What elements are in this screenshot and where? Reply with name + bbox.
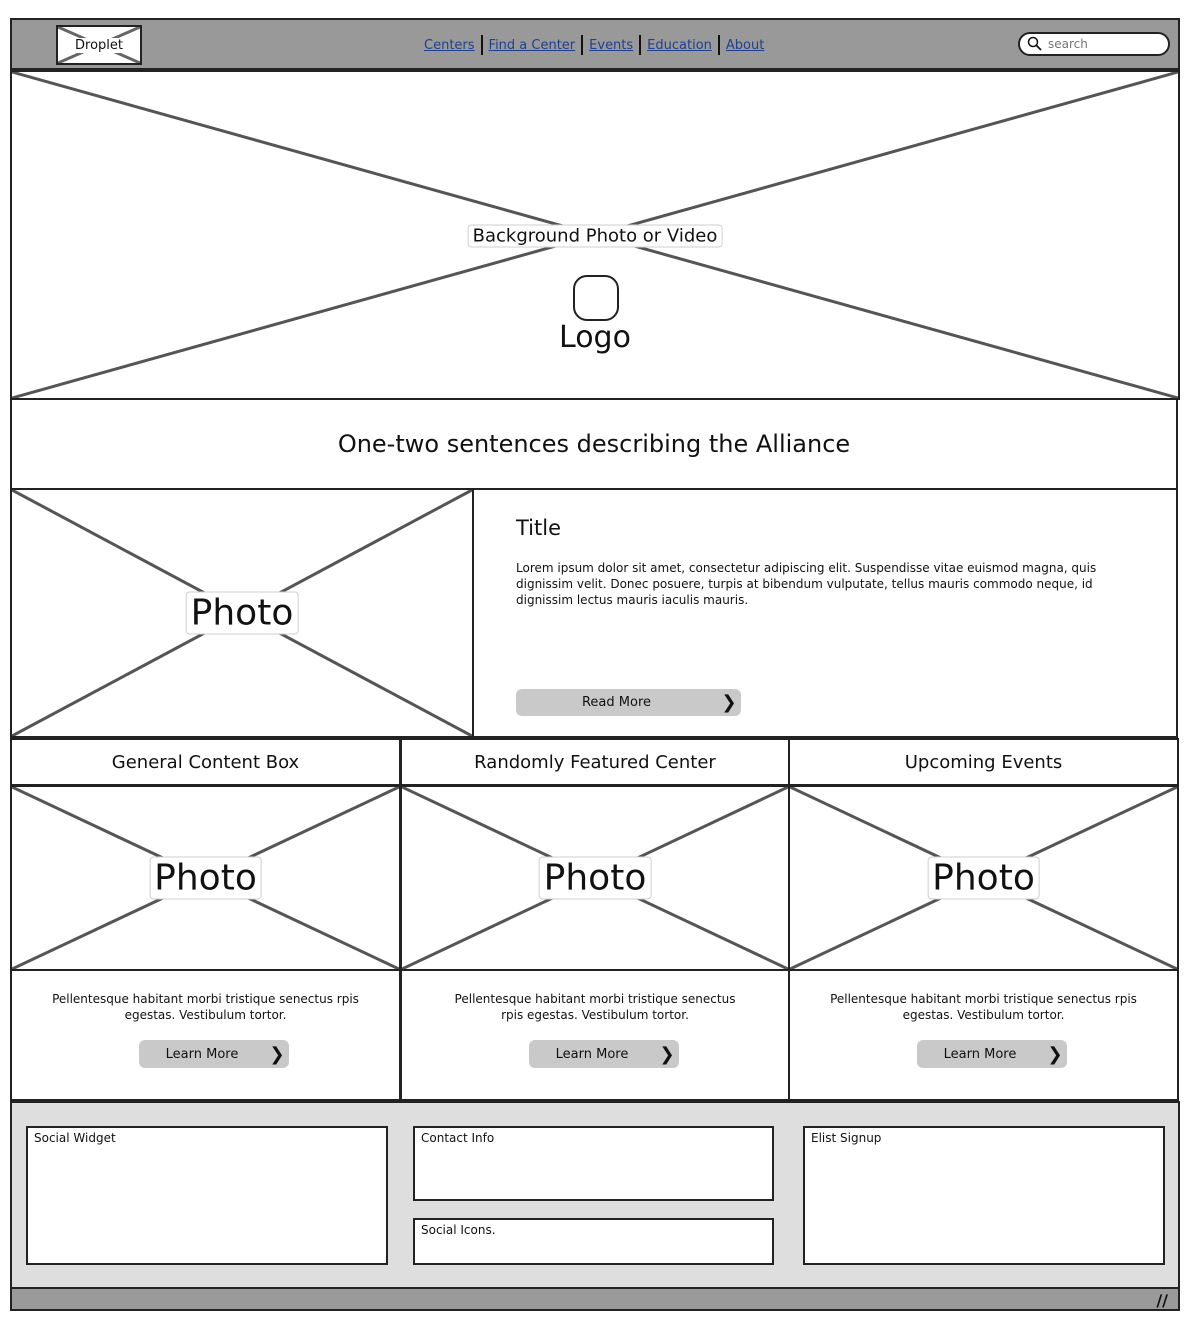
elist-signup-box	[803, 1126, 1165, 1265]
resize-handle-icon[interactable]: ∕∕	[1156, 1291, 1168, 1310]
contact-info-box	[413, 1126, 774, 1201]
status-bar	[10, 1287, 1180, 1311]
learn-more-button-featured-center[interactable]	[529, 1040, 679, 1068]
tagline: One-two sentences describing the Alliance	[10, 400, 1178, 490]
chevron-right-icon: ❯	[269, 1043, 285, 1065]
social-widget-label: Social Widget	[34, 1131, 116, 1145]
search-input[interactable]	[1046, 36, 1168, 52]
learn-more-button-upcoming-events[interactable]	[917, 1040, 1067, 1068]
social-icons-label: Social Icons.	[421, 1223, 496, 1237]
feature-photo	[10, 488, 474, 738]
chevron-right-icon: ❯	[721, 692, 737, 713]
site-logo[interactable]	[56, 25, 142, 65]
hero-media-label: Background Photo or Video	[468, 225, 723, 248]
chevron-right-icon: ❯	[659, 1043, 675, 1065]
search-icon	[1026, 35, 1044, 53]
site-logo-text: Droplet	[75, 37, 123, 53]
feature-photo-label: Photo	[186, 592, 299, 635]
feature-title: Title	[516, 516, 562, 540]
elist-signup-label: Elist Signup	[811, 1131, 882, 1145]
main-nav	[418, 34, 770, 56]
contact-info-label: Contact Info	[421, 1131, 495, 1145]
card-photo-label: Photo	[539, 857, 652, 900]
card-title-featured-center: Randomly Featured Center	[400, 738, 790, 786]
feature-body-text: Lorem ipsum dolor sit amet, consectetur adipiscing elit. Suspendisse vitae euismod magna, quis dignissim velit. Donec posuere, turpis at bibendum vulputate, tellus mauris commodo neque, id dignissim lectus mauris iaculis mauris.	[516, 561, 1097, 607]
learn-more-label: Learn More	[555, 1046, 629, 1062]
read-more-button[interactable]	[516, 689, 741, 716]
card-photo	[788, 785, 1179, 971]
card-title-general-content: General Content Box	[10, 738, 401, 786]
nav-about[interactable]: About	[725, 37, 765, 53]
card-text: Pellentesque habitant morbi tristique senectus rpis egestas. Vestibulum tortor.	[830, 992, 1137, 1022]
hero-logo-label: Logo	[559, 320, 631, 355]
logo-icon	[573, 275, 619, 321]
social-icons-box	[413, 1218, 774, 1265]
learn-more-label: Learn More	[943, 1046, 1017, 1062]
social-widget-box	[26, 1126, 388, 1265]
card-text: Pellentesque habitant morbi tristique senectus rpis egestas. Vestibulum tortor.	[52, 992, 359, 1022]
card-text: Pellentesque habitant morbi tristique senectus rpis egestas. Vestibulum tortor.	[454, 992, 736, 1022]
card-photo-label: Photo	[149, 857, 262, 900]
nav-centers[interactable]: Centers	[424, 37, 475, 53]
learn-more-label: Learn More	[165, 1046, 239, 1062]
card-body	[10, 969, 401, 1101]
nav-find-a-center[interactable]: Find a Center	[488, 37, 576, 53]
read-more-label: Read More	[581, 695, 652, 710]
search-box[interactable]	[1018, 32, 1170, 56]
card-body	[400, 969, 790, 1101]
nav-events[interactable]: Events	[589, 37, 634, 53]
card-photo	[10, 785, 401, 971]
card-body	[788, 969, 1179, 1101]
card-title-upcoming-events: Upcoming Events	[788, 738, 1179, 786]
chevron-right-icon: ❯	[1047, 1043, 1063, 1065]
nav-education[interactable]: Education	[647, 37, 712, 53]
card-photo-label: Photo	[927, 857, 1040, 900]
learn-more-button-general-content[interactable]	[139, 1040, 289, 1068]
card-photo	[400, 785, 790, 971]
